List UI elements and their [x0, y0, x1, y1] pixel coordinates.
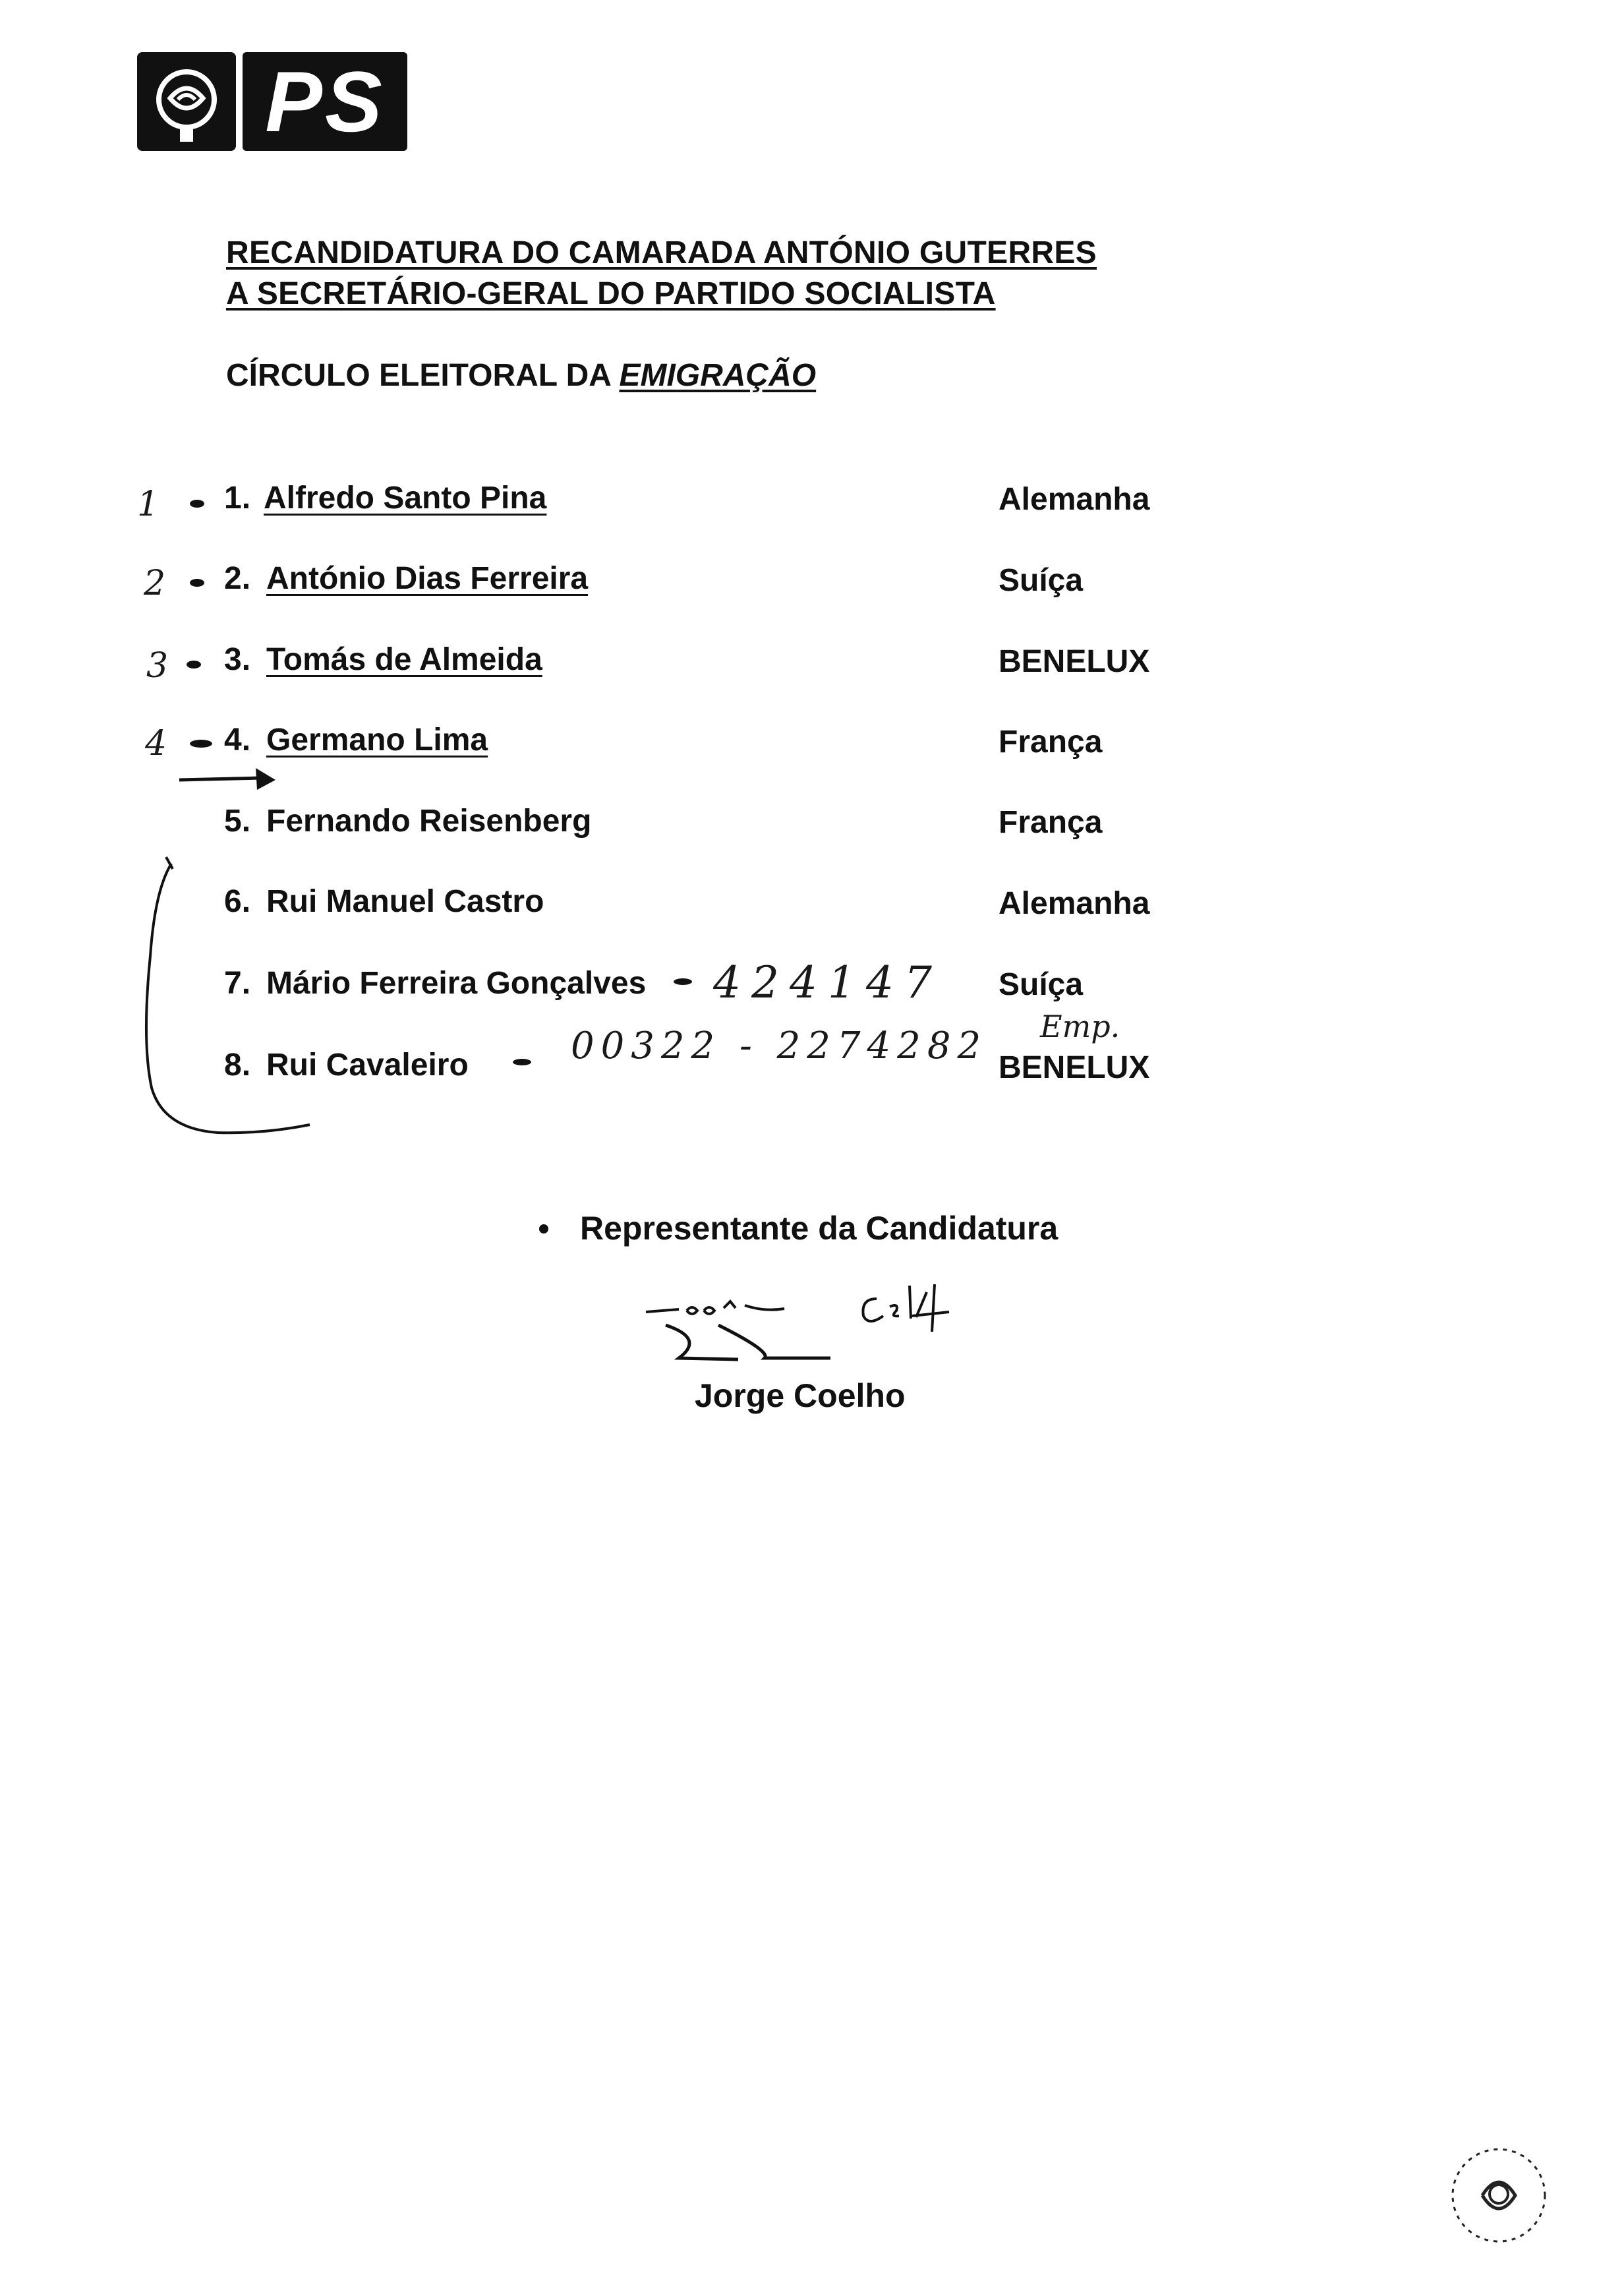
representative-label: Representante da Candidatura: [580, 1210, 1058, 1247]
hand-mark-2: 2: [144, 564, 166, 603]
candidate-number: 1.: [224, 481, 251, 516]
candidate-number: 5.: [224, 804, 251, 839]
handwritten-phone: 424147: [713, 957, 942, 1008]
candidate-name: Fernando Reisenberg: [266, 804, 592, 839]
candidate-name: Rui Cavaleiro: [266, 1048, 469, 1083]
electoral-circle-prefix: CÍRCULO ELEITORAL DA: [226, 358, 620, 393]
candidate-name: Tomás de Almeida: [266, 642, 542, 677]
representative-name: Jorge Coelho: [695, 1377, 906, 1414]
handwritten-note: Emp.: [1040, 1009, 1120, 1044]
hand-mark-3: 3: [146, 646, 169, 686]
candidate-name: António Dias Ferreira: [266, 561, 589, 596]
candidate-number: 3.: [224, 642, 251, 677]
candidate-country: Suíça: [999, 967, 1084, 1002]
signature: [639, 1279, 1008, 1378]
electoral-circle-emphasis: EMIGRAÇÃO: [619, 358, 817, 393]
candidate-country: BENELUX: [999, 644, 1150, 679]
candidate-country: França: [999, 725, 1103, 759]
hand-mark-1: 1: [137, 485, 160, 524]
candidate-country: Alemanha: [999, 886, 1150, 921]
ps-wordmark: PS: [243, 52, 407, 151]
candidate-number: 8.: [224, 1048, 251, 1083]
heading-line-2: A SECRETÁRIO-GERAL DO PARTIDO SOCIALISTA: [226, 276, 996, 311]
hand-mark-4: 4: [145, 724, 167, 763]
candidate-name: Germano Lima: [266, 723, 488, 758]
handwritten-phone: 00322 - 2274282: [571, 1025, 988, 1067]
candidate-number: 4.: [224, 723, 251, 758]
party-stamp: [1446, 2143, 1552, 2248]
candidate-country: BENELUX: [999, 1050, 1150, 1085]
candidate-country: Suíça: [999, 563, 1084, 598]
candidate-name: Mário Ferreira Gonçalves: [266, 966, 647, 1001]
heading-line-1: RECANDIDATURA DO CAMARADA ANTÓNIO GUTERRES: [226, 235, 1097, 270]
candidate-number: 7.: [224, 966, 251, 1001]
candidate-name: Alfredo Santo Pina: [264, 481, 547, 516]
bullet-dot: [539, 1224, 548, 1234]
candidate-country: Alemanha: [999, 482, 1150, 517]
candidate-number: 2.: [224, 561, 251, 596]
candidate-country: França: [999, 805, 1103, 840]
candidate-name: Rui Manuel Castro: [266, 884, 544, 919]
candidate-number: 6.: [224, 884, 251, 919]
